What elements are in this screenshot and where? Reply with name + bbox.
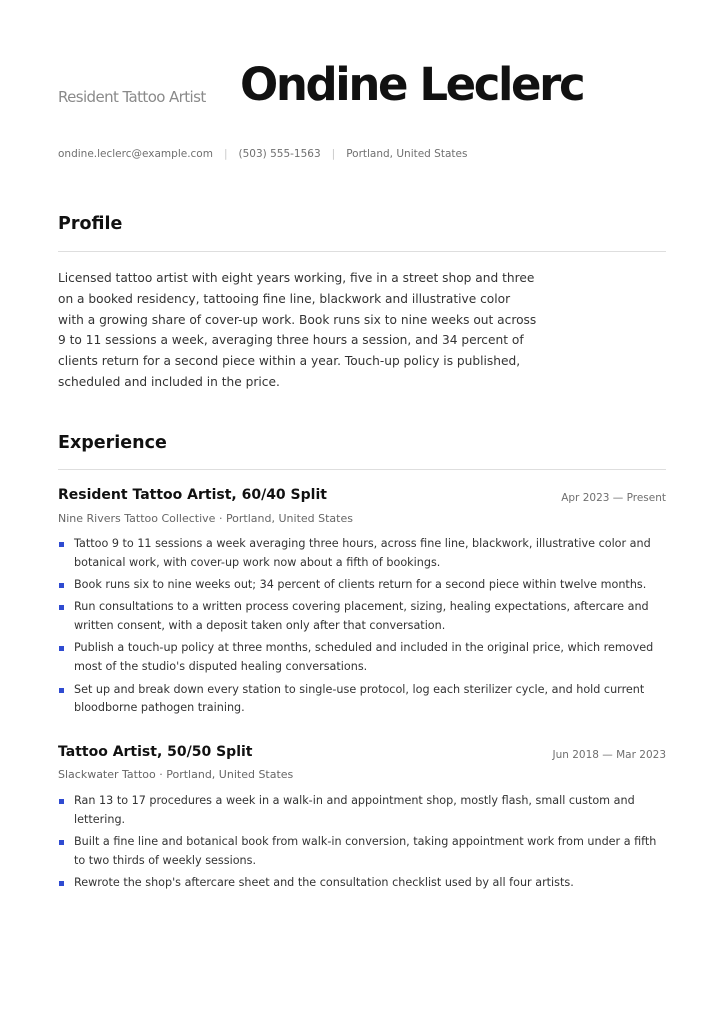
job-title: Resident Tattoo Artist, 60/40 Split <box>58 487 327 503</box>
square-bullet-icon <box>59 688 64 693</box>
contact-separator: | <box>331 148 336 160</box>
job-dates: Jun 2018 — Mar 2023 <box>552 749 666 761</box>
square-bullet-icon <box>59 840 64 845</box>
square-bullet-icon <box>59 799 64 804</box>
job-bullet-list <box>58 535 668 722</box>
bullet-text: Set up and break down every station to single-use protocol, log each sterilizer cycle, and hold current bloodborne pathogen training. <box>74 682 645 715</box>
square-bullet-icon <box>59 881 64 886</box>
profile-divider <box>58 251 666 252</box>
list-item <box>58 576 668 595</box>
list-item <box>58 792 668 830</box>
list-item <box>58 598 668 636</box>
contact-phone[interactable]: (503) 555-1563 <box>238 148 321 160</box>
list-item <box>58 681 668 719</box>
job-bullet-list <box>58 792 668 896</box>
list-item <box>58 639 668 677</box>
bullet-text: Book runs six to nine weeks out; 34 percent of clients return for a second piece within twelve months. <box>74 578 647 592</box>
bullet-text: Built a fine line and botanical book from walk-in conversion, taking appointment work from under a fifth to two thirds of weekly sessions. <box>74 835 657 867</box>
resume-header <box>58 56 668 116</box>
person-name: Ondine Leclerc <box>240 58 584 111</box>
bullet-text: Publish a touch-up policy at three months, scheduled and included in the original price, which removed most of the studio's disputed healing conversations. <box>74 641 654 674</box>
list-item <box>58 535 668 573</box>
profile-summary: Licensed tattoo artist with eight years working, five in a street shop and three on a booked residency, tattooing fine line, blackwork and illustrative color with a growing share of cover-up work. Book runs six to nine weeks out across 9 to 11 sessions a week, averaging three hours a session, and 34 percent of clients return for a second piece within a year. Touch-up policy is published, scheduled and included in the price. <box>58 271 537 389</box>
contact-email[interactable]: ondine.leclerc@example.com <box>58 148 213 160</box>
job-company: Slackwater Tattoo · Portland, United States <box>58 768 294 781</box>
contact-separator: | <box>223 148 228 160</box>
bullet-text: Rewrote the shop's aftercare sheet and the consultation checklist used by all four artists. <box>74 876 574 890</box>
square-bullet-icon <box>59 605 64 610</box>
square-bullet-icon <box>59 646 64 651</box>
square-bullet-icon <box>59 583 64 588</box>
bullet-text: Run consultations to a written process covering placement, sizing, healing expectations, aftercare and written consent, with a deposit taken only after that conversation. <box>74 600 649 633</box>
list-item <box>58 833 668 871</box>
profile-heading: Profile <box>58 214 123 234</box>
experience-heading: Experience <box>58 433 167 453</box>
bullet-text: Ran 13 to 17 procedures a week in a walk-in and appointment shop, mostly flash, small custom and lettering. <box>74 794 635 826</box>
bullet-text: Tattoo 9 to 11 sessions a week averaging three hours, across fine line, blackwork, illustrative color and botanical work, with cover-up work now about a fifth of bookings. <box>74 537 651 569</box>
experience-divider <box>58 469 666 470</box>
job-dates: Apr 2023 — Present <box>561 492 666 504</box>
list-item <box>58 874 668 893</box>
square-bullet-icon <box>59 542 64 547</box>
contact-line <box>58 148 467 160</box>
job-title: Tattoo Artist, 50/50 Split <box>58 744 253 760</box>
contact-location: Portland, United States <box>346 148 468 160</box>
role-label: Resident Tattoo Artist <box>58 88 206 106</box>
job-company: Nine Rivers Tattoo Collective · Portland, United States <box>58 512 353 525</box>
